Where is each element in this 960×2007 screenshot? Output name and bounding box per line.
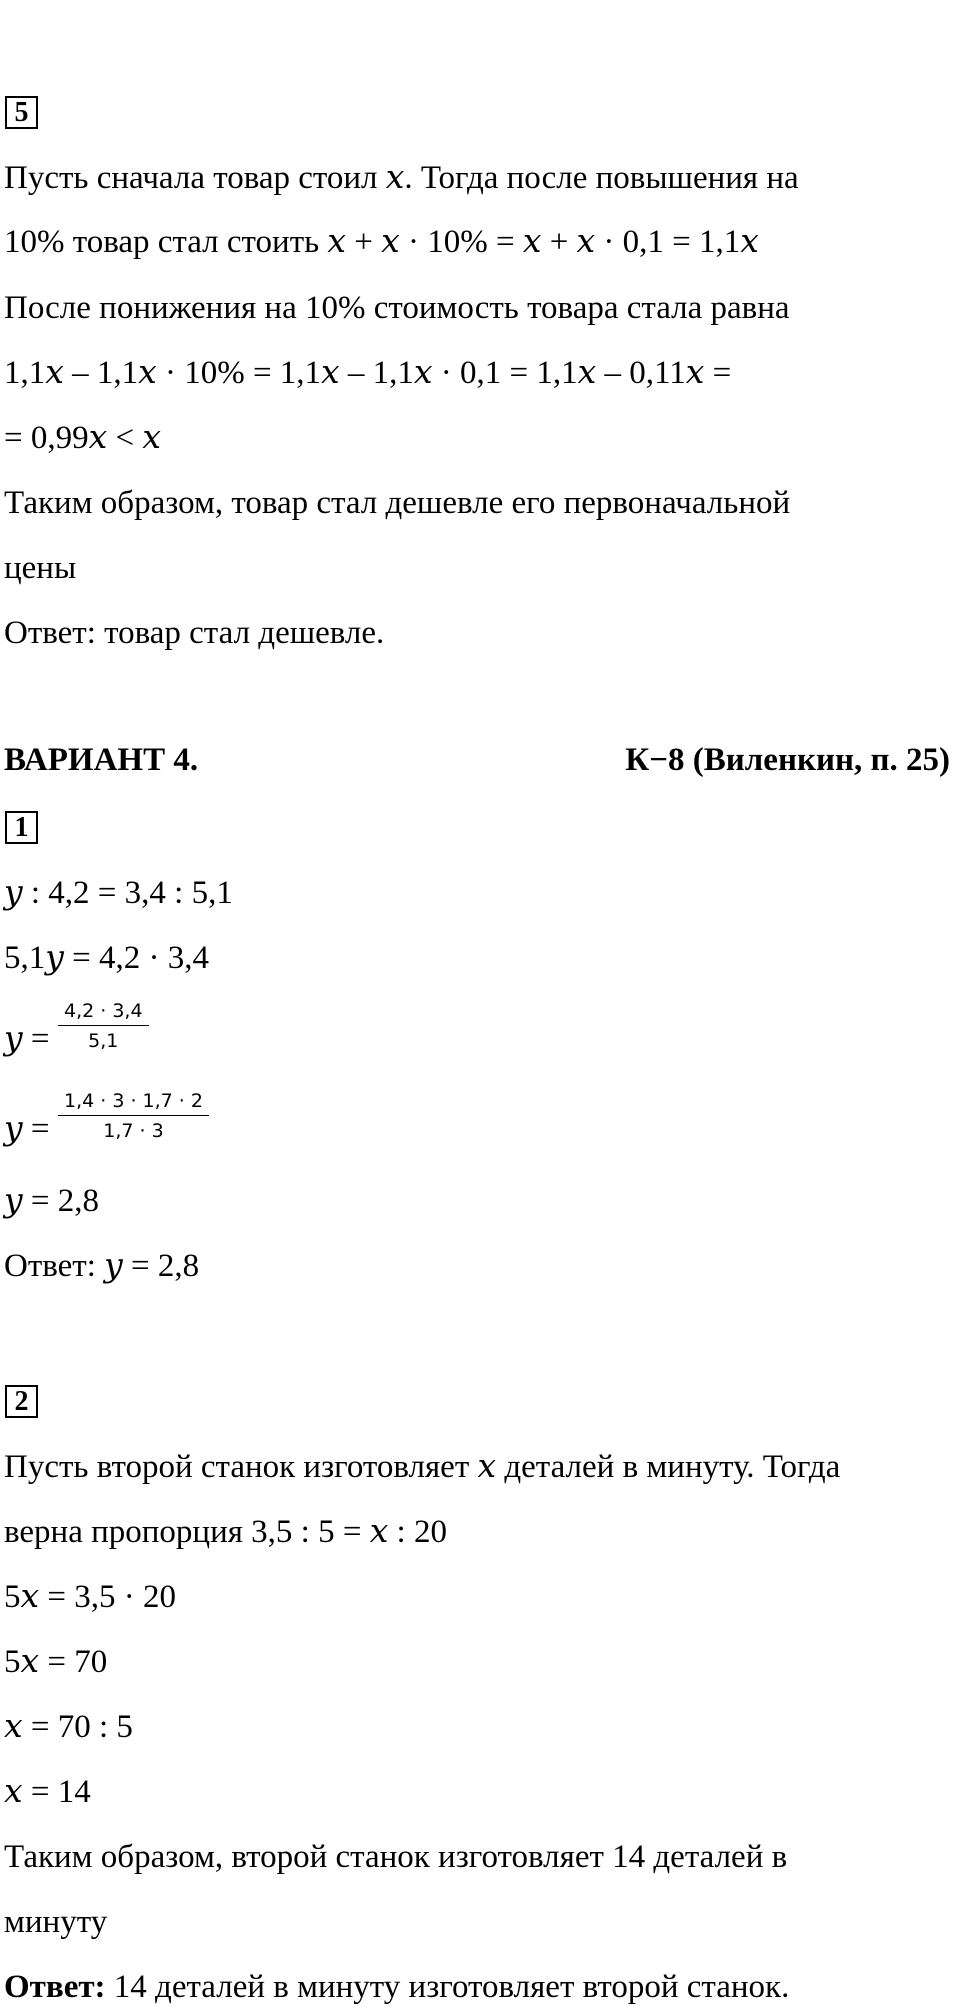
task-5-line-3: После понижения на 10% стоимость товара стала равна — [4, 290, 790, 326]
task-5-line-4: 1,1𝑥 – 1,1𝑥 · 10% = 1,1𝑥 – 1,1𝑥 · 0,1 = 1,1𝑥 – 0,11𝑥 = — [4, 355, 732, 391]
task-2-line-6: 𝑥 = 14 — [4, 1774, 91, 1810]
fraction-1-numerator: 4,2 · 3,4 — [58, 1000, 149, 1026]
task-1-answer: Ответ: 𝑦 = 2,8 — [4, 1248, 200, 1284]
task-1-line-1: 𝑦 : 4,2 = 3,4 : 5,1 — [4, 875, 233, 911]
task-2-line-8: минуту — [4, 1904, 108, 1940]
task-5-line-2: 10% товар стал стоить 𝑥 + 𝑥 · 10% = 𝑥 + 𝑥 · 0,1 = 1,1𝑥 — [4, 224, 759, 260]
fraction-1-denominator: 5,1 — [88, 1030, 119, 1052]
task-2-line-3: 5𝑥 = 3,5 · 20 — [4, 1579, 176, 1615]
task-1-fraction-2 — [4, 1090, 404, 1170]
task-2-answer-label: Ответ: — [4, 1969, 106, 2005]
task-5-line-7: цены — [4, 550, 77, 586]
task-2-line-1: Пусть второй станок изготовляет 𝑥 деталей в минуту. Тогда — [4, 1449, 841, 1485]
task-5-number-box: 5 — [5, 96, 38, 129]
task-2-line-7: Таким образом, второй станок изготовляет 14 деталей в — [4, 1839, 788, 1875]
task-2-answer — [4, 1967, 789, 2007]
task-5-answer: Ответ: товар стал дешевле. — [4, 615, 385, 651]
task-1-line-3: 𝑦 = 2,8 — [4, 1183, 100, 1219]
task-5-line-1: Пусть сначала товар стоил 𝑥. Тогда после повышения на — [4, 160, 799, 196]
fraction-2-lhs: 𝑦 = — [4, 1111, 50, 1147]
fraction-2-numerator: 1,4 · 3 · 1,7 · 2 — [58, 1090, 209, 1116]
task-2-line-5: 𝑥 = 70 : 5 — [4, 1709, 133, 1745]
fraction-2-body — [58, 1090, 209, 1142]
task-2-line-4: 5𝑥 = 70 — [4, 1644, 108, 1680]
task-5-line-6: Таким образом, товар стал дешевле его первоначальной — [4, 485, 791, 521]
task-5-line-5: = 0,99𝑥 < 𝑥 — [4, 420, 161, 456]
task-1-number-box: 1 — [5, 811, 38, 844]
task-1-fraction-1 — [4, 1000, 404, 1080]
fraction-1-body — [58, 1000, 149, 1052]
variant-source: К−8 (Виленкин, п. 25) — [625, 742, 950, 778]
task-2-number-box: 2 — [5, 1385, 38, 1418]
fraction-2-denominator: 1,7 · 3 — [103, 1120, 164, 1142]
fraction-1-lhs: 𝑦 = — [4, 1021, 50, 1057]
task-2-answer-text: 14 деталей в минуту изготовляет второй станок. — [105, 1969, 790, 2005]
task-2-line-2: верна пропорция 3,5 : 5 = 𝑥 : 20 — [4, 1514, 447, 1550]
task-1-line-2: 5,1𝑦 = 4,2 · 3,4 — [4, 940, 209, 976]
variant-title: ВАРИАНТ 4. — [4, 742, 199, 778]
